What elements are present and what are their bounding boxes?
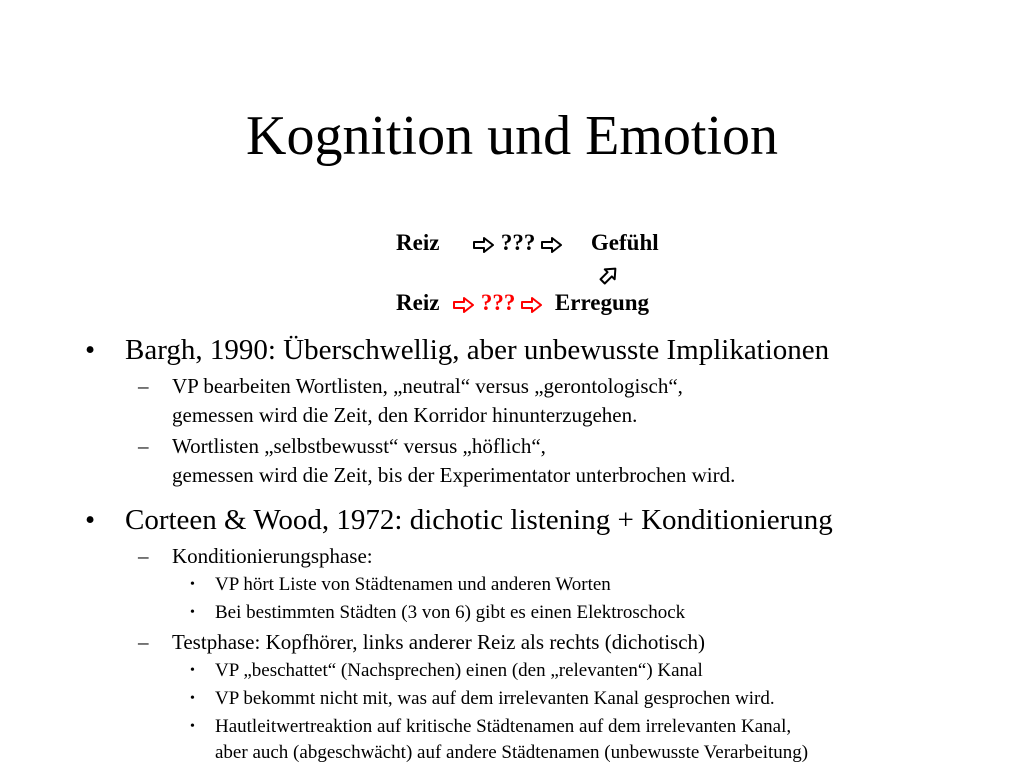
sub-item-text: Testphase: Kopfhörer, links anderer Reiz als rechts (dichotisch) — [172, 630, 706, 654]
diagonal-arrow-icon — [598, 265, 620, 285]
diagram-row1-right: Gefühl — [590, 230, 659, 255]
small-bullet-icon: • — [190, 663, 195, 678]
bullet-text: Corteen & Wood, 1972: dichotic listening + Konditionierung — [125, 504, 833, 536]
sub-sub-item-text: Bei bestimmten Städten (3 von 6) gibt es einen Elektroschock — [215, 602, 686, 623]
sub-item-text: VP bearbeiten Wortlisten, „neutral“ versus „gerontologisch“, — [172, 374, 683, 398]
small-bullet-icon: • — [190, 605, 195, 620]
sub-item-text: Wortlisten „selbstbewusst“ versus „höflich“, — [172, 434, 546, 458]
small-bullet-icon: • — [190, 691, 195, 706]
diagram-row1-left: Reiz — [396, 230, 440, 255]
diagram-row-2 — [598, 258, 620, 288]
sub-item-continuation: gemessen wird die Zeit, den Korridor hinunterzugehen. — [172, 403, 638, 427]
small-bullet-icon: • — [190, 577, 195, 592]
diagram-row1-middle: ??? — [500, 230, 536, 255]
dash-icon: – — [138, 434, 149, 458]
diagram-row3-left: Reiz — [396, 290, 440, 315]
sub-sub-item-text: VP hört Liste von Städtenamen und anderen Worten — [215, 574, 611, 595]
dash-icon: – — [138, 544, 149, 568]
diagram-row-3 — [396, 288, 649, 318]
bullet-text: Bargh, 1990: Überschwellig, aber unbewusste Implikationen — [125, 334, 830, 366]
sub-sub-item-text: VP „beschattet“ (Nachsprechen) einen (den „relevanten“) Kanal — [215, 660, 703, 681]
sub-sub-item-text: Hautleitwertreaktion auf kritische Städtenamen auf dem irrelevanten Kanal, — [215, 716, 792, 737]
bullet-icon: • — [85, 504, 96, 536]
dash-icon: – — [138, 374, 149, 398]
sub-item-text: Konditionierungsphase: — [172, 544, 373, 568]
right-arrow-icon — [541, 237, 563, 253]
dash-icon: – — [138, 630, 149, 654]
sub-sub-item-continuation: aber auch (abgeschwächt) auf andere Städtenamen (unbewusste Verarbeitung) — [215, 742, 809, 763]
red-right-arrow-icon — [453, 297, 475, 313]
diagram-row3-middle: ??? — [480, 290, 516, 315]
small-bullet-icon: • — [190, 719, 195, 734]
diagram-row-1 — [396, 228, 659, 258]
sub-item-continuation: gemessen wird die Zeit, bis der Experimentator unterbrochen wird. — [172, 463, 736, 487]
slide-title: Kognition und Emotion — [246, 105, 778, 167]
right-arrow-icon — [473, 237, 495, 253]
sub-sub-item-text: VP bekommt nicht mit, was auf dem irrelevanten Kanal gesprochen wird. — [215, 688, 775, 709]
bullet-icon: • — [85, 334, 96, 366]
diagram-row3-right: Erregung — [554, 290, 650, 315]
red-right-arrow-icon — [521, 297, 543, 313]
